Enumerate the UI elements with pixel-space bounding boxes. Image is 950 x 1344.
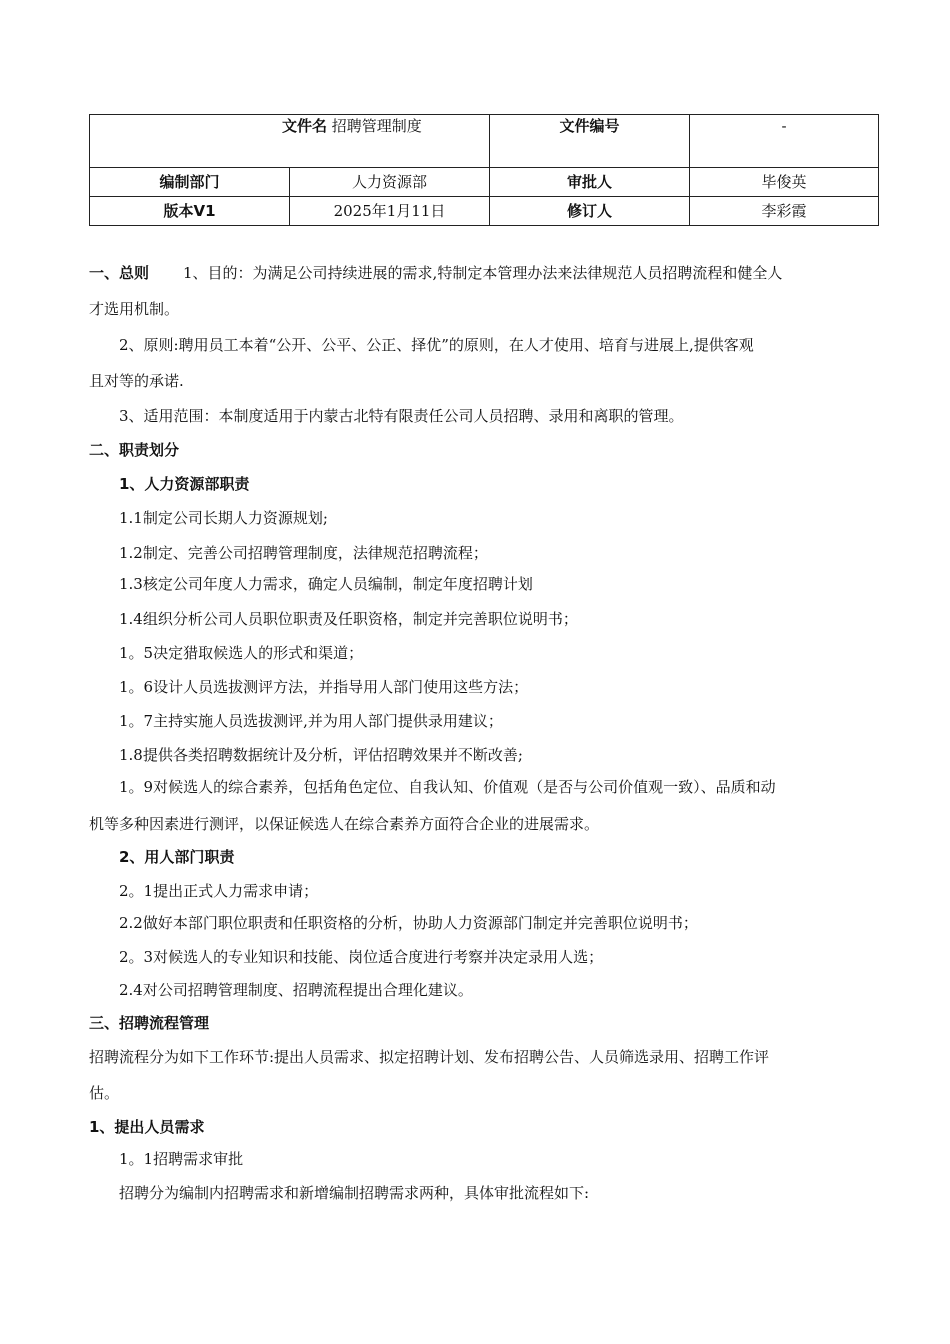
file-no-label: 文件编号 [490,115,690,168]
list-item: 2.2做好本部门职位职责和任职资格的分析，协助人力资源部门制定并完善职位说明书； [119,914,698,932]
list-item: 1。1招聘需求审批 [119,1150,244,1168]
subsection-heading: 1、提出人员需求 [89,1118,205,1136]
section-heading-duties: 二、职责划分 [89,441,180,459]
list-item: 1.2制定、完善公司招聘管理制度，法律规范招聘流程； [119,544,488,562]
version-label: 版本V1 [90,197,290,226]
table-row [90,197,879,226]
file-name-cell [90,115,490,168]
file-name-value: 招聘管理制度 [331,117,422,135]
subsection-heading: 1、人力资源部职责 [119,475,250,493]
paragraph-line: 才选用机制。 [89,300,180,318]
list-item: 1.8提供各类招聘数据统计及分析，评估招聘效果并不断改善; [119,746,523,764]
paragraph-line: 3、适用范围：本制度适用于内蒙古北特有限责任公司人员招聘、录用和离职的管理。 [119,407,684,425]
table-row [90,168,879,197]
list-item: 1。7主持实施人员选拔测评,并为用人部门提供录用建议； [119,712,503,730]
list-item: 2。1提出正式人力需求申请； [119,882,319,900]
dept-label: 编制部门 [90,168,290,197]
purpose-text: 1、目的：为满足公司持续进展的需求,特制定本管理办法来法律规范人员招聘流程和健全人 [183,264,783,282]
section-heading-general: 一、总则 [89,264,150,282]
section-heading-recruitment: 三、招聘流程管理 [89,1014,210,1032]
list-item: 1。9对候选人的综合素养，包括角色定位、自我认知、价值观（是否与公司价值观一致）、品质和动 [119,778,776,796]
paragraph-line: 估。 [89,1084,120,1102]
paragraph-line: 且对等的承诺. [89,372,184,390]
approver-label: 审批人 [490,168,690,197]
reviser-value: 李彩霞 [690,197,879,226]
list-item: 1.4组织分析公司人员职位职责及任职资格，制定并完善职位说明书； [119,610,578,628]
dept-value: 人力资源部 [290,168,490,197]
list-item: 1.1制定公司长期人力资源规划; [119,509,328,527]
subsection-heading: 2、用人部门职责 [119,848,235,866]
document-info-table [89,114,879,226]
file-no-value: - [690,115,879,168]
reviser-label: 修订人 [490,197,690,226]
list-item: 2。3对候选人的专业知识和技能、岗位适合度进行考察并决定录用人选； [119,948,604,966]
list-item: 1。5决定猎取候选人的形式和渠道； [119,644,364,662]
paragraph-line: 2、原则:聘用员工本着“公开、公平、公正、择优”的原则，在人才使用、培育与进展上,提供客观 [119,336,754,354]
list-item: 1。6设计人员选拔测评方法，并指导用人部门使用这些方法； [119,678,529,696]
approver-value: 毕俊英 [690,168,879,197]
list-item: 1.3核定公司年度人力需求，确定人员编制，制定年度招聘计划 [119,575,533,593]
file-name-label: 文件名 [282,117,328,135]
paragraph-line: 招聘流程分为如下工作环节:提出人员需求、拟定招聘计划、发布招聘公告、人员筛选录用、招聘工作评 [89,1048,770,1066]
list-item: 机等多种因素进行测评，以保证候选人在综合素养方面符合企业的进展需求。 [89,815,600,833]
paragraph-line: 招聘分为编制内招聘需求和新增编制招聘需求两种，具体审批流程如下: [119,1184,590,1202]
paragraph-line [89,262,879,284]
date-value: 2025年1月11日 [290,197,490,226]
list-item: 2.4对公司招聘管理制度、招聘流程提出合理化建议。 [119,981,473,999]
table-row [90,115,879,168]
